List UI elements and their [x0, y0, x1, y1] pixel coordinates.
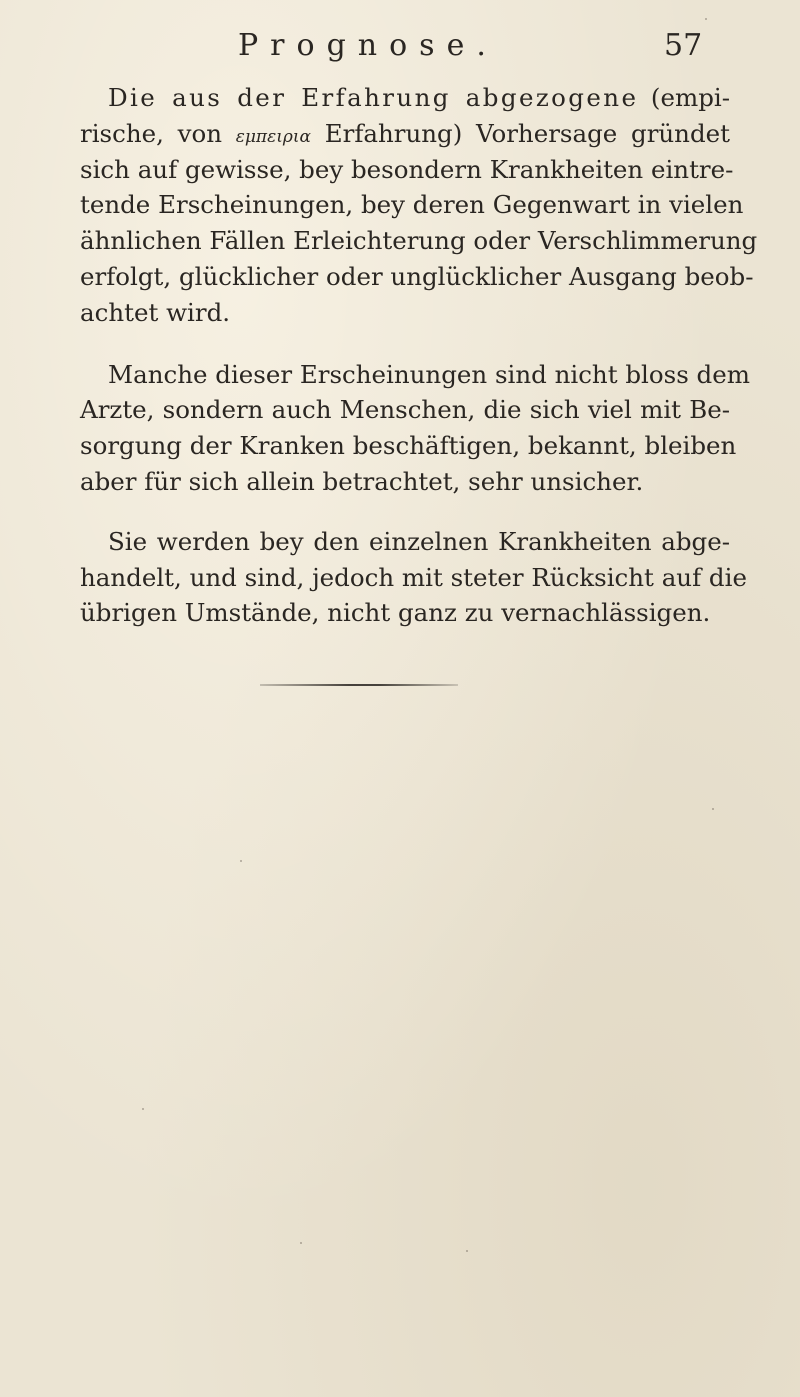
text-line	[80, 116, 730, 152]
body-text	[80, 80, 758, 631]
emphasized-phrase: Die aus der Erfahrung abgezogene	[108, 83, 639, 112]
text-line: Sie werden bey den einzelnen Krankheiten abge-	[108, 526, 730, 556]
paper-speck	[712, 808, 714, 810]
paragraph-2	[80, 357, 750, 500]
text-line: handelt, und sind, jedoch mit steter Rücksicht auf die	[80, 562, 747, 592]
text-line: übrigen Umstände, nicht ganz zu vernachlässigen.	[80, 598, 711, 628]
page-number: 57	[664, 28, 703, 63]
paragraph-gap	[80, 331, 730, 357]
text-line: tende Erscheinungen, bey deren Gegenwart in vielen	[80, 190, 744, 220]
paragraph-1	[80, 80, 758, 331]
running-title: Prognose.	[238, 28, 498, 63]
paper-speck	[300, 1242, 302, 1244]
paragraph-gap	[80, 500, 730, 524]
paper-speck	[466, 1250, 468, 1252]
section-divider-rule	[260, 684, 458, 686]
paragraph-3	[80, 524, 747, 631]
text-line: sich auf gewisse, bey besondern Krankheiten eintre-	[80, 154, 734, 184]
greek-word: εμπειρια	[235, 126, 312, 147]
paper-speck	[240, 860, 242, 862]
text-line: aber für sich allein betrachtet, sehr unsicher.	[80, 466, 644, 496]
page-header	[0, 28, 800, 68]
text-line: achtet wird.	[80, 297, 231, 327]
line-text: Erfahrung) Vorhersage gründet	[311, 118, 730, 148]
text-line: erfolgt, glücklicher oder unglücklicher Ausgang beob-	[80, 261, 754, 291]
line-text: rische, von	[80, 118, 236, 148]
text-line: sorgung der Kranken beschäftigen, bekannt, bleiben	[80, 431, 737, 461]
text-line	[80, 80, 730, 116]
text-line: Manche dieser Erscheinungen sind nicht bloss dem	[108, 359, 750, 389]
line-text: (empi-	[638, 83, 730, 112]
text-line: ähnlichen Fällen Erleichterung oder Verschlimmerung	[80, 226, 758, 256]
paper-speck	[142, 1108, 144, 1110]
text-line: Arzte, sondern auch Menschen, die sich viel mit Be-	[80, 395, 730, 425]
paper-speck	[705, 18, 707, 20]
